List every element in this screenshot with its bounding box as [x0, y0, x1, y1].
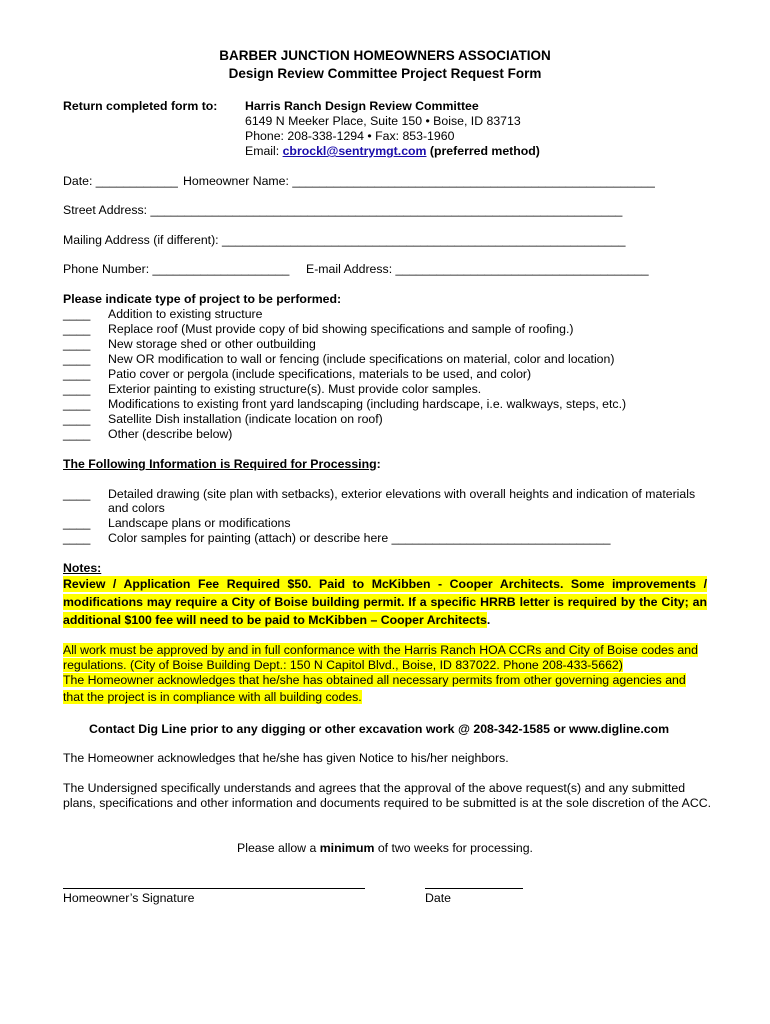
required-heading-colon: :: [376, 457, 381, 471]
return-phone: Phone: 208-338-1294 • Fax: 853-1960: [245, 129, 455, 143]
required-item-3: Color samples for painting (attach) or describe here ________________________________: [108, 531, 611, 545]
approval-line-1: [63, 643, 698, 658]
required-item-1-line1: Detailed drawing (site plan with setbacks), exterior elevations with overall heights and indication of materials: [108, 487, 696, 501]
required-checkbox-3[interactable]: ____: [63, 531, 91, 545]
required-item-2: Landscape plans or modifications: [108, 516, 291, 530]
project-item: Other (describe below): [108, 427, 233, 441]
required-heading-text: The Following Information is Required for Processing: [63, 457, 377, 471]
undersigned-statement: The Undersigned specifically understands and agrees that the approval of the above request(s) and any submitted plans, specifications and other information and documents required to be submitted is at the sole discretion of the ACC.: [63, 781, 712, 810]
project-item: Modifications to existing front yard landscaping (including hardscape, i.e. walkways, steps, etc.): [108, 397, 627, 411]
project-item: New OR modification to wall or fencing (include specifications on material, color and location): [108, 352, 615, 366]
form-title: BARBER JUNCTION HOMEOWNERS ASSOCIATION: [219, 48, 551, 63]
street-address-field[interactable]: Street Address: _____________________________________________________________________: [63, 203, 623, 217]
phone-number-field[interactable]: Phone Number: ____________________: [63, 262, 290, 276]
mailing-address-field[interactable]: Mailing Address (if different): ___________________________________________________________: [63, 233, 626, 247]
fee-note-end: .: [486, 613, 491, 627]
project-item: Replace roof (Must provide copy of bid showing specifications and sample of roofing.): [108, 322, 574, 336]
return-address: 6149 N Meeker Place, Suite 150 • Boise, ID 83713: [245, 114, 521, 128]
allow-bold: minimum: [319, 841, 375, 855]
return-email-line: [245, 144, 540, 159]
project-item: New storage shed or other outbuilding: [108, 337, 316, 351]
email-address-field[interactable]: E-mail Address: _____________________________________: [306, 262, 649, 276]
approval-line-4: [63, 690, 362, 705]
project-heading: Please indicate type of project to be performed:: [63, 292, 342, 306]
approval-text-4: that the project is in compliance with all building codes.: [63, 690, 362, 704]
processing-time-note: [0, 841, 770, 856]
email-label: Email:: [245, 144, 280, 158]
project-checkbox[interactable]: ____: [63, 412, 91, 426]
project-item: Addition to existing structure: [108, 307, 263, 321]
signature-date-label: Date: [425, 891, 451, 905]
notes-heading: Notes:: [63, 561, 102, 575]
fee-note: [63, 575, 707, 629]
signature-line[interactable]: [63, 888, 365, 889]
approval-text-2: regulations. (City of Boise Building Dept.: 150 N Capitol Blvd., Boise, ID 837022. Phone 208-433-5662): [63, 658, 623, 672]
approval-text-3: The Homeowner acknowledges that he/she has obtained all necessary permits from other governing agencies and: [63, 673, 686, 687]
project-item: Patio cover or pergola (include specifications, materials to be used, and color): [108, 367, 532, 381]
project-checkbox[interactable]: ____: [63, 337, 91, 351]
project-checkbox[interactable]: ____: [63, 307, 91, 321]
required-checkbox-2[interactable]: ____: [63, 516, 91, 530]
approval-line-3: [63, 673, 686, 688]
digline-notice: Contact Dig Line prior to any digging or other excavation work @ 208-342-1585 or www.digline.com: [89, 722, 670, 736]
approval-line-2: [63, 658, 623, 673]
project-checkbox[interactable]: ____: [63, 352, 91, 366]
neighbor-notice: The Homeowner acknowledges that he/she has given Notice to his/her neighbors.: [63, 751, 509, 765]
signature-date-line[interactable]: [425, 888, 523, 889]
email-link[interactable]: cbrockl@sentrymgt.com: [282, 144, 427, 158]
project-item: Exterior painting to existing structure(s). Must provide color samples.: [108, 382, 482, 396]
project-item: Satellite Dish installation (indicate location on roof): [108, 412, 383, 426]
project-checkbox[interactable]: ____: [63, 427, 91, 441]
date-field[interactable]: Date: ____________: [63, 174, 178, 188]
project-checkbox[interactable]: ____: [63, 322, 91, 336]
return-label: Return completed form to:: [63, 99, 218, 113]
email-note: (preferred method): [429, 144, 540, 158]
allow-post: of two weeks for processing.: [374, 841, 533, 855]
approval-text-1: All work must be approved by and in full conformance with the Harris Ranch HOA CCRs and City of Boise codes and: [63, 643, 698, 657]
homeowner-name-field[interactable]: Homeowner Name: _____________________________________________________: [183, 174, 655, 188]
fee-note-text: Review / Application Fee Required $50. Paid to McKibben - Cooper Architects. Some improvements / modifications may require a City of Boise building permit. If a specific HRRB letter is required by the City; an additional $100 fee will need to be paid to McKibben – Cooper Architects: [63, 577, 707, 627]
allow-pre: Please allow a: [237, 841, 320, 855]
project-checkbox[interactable]: ____: [63, 382, 91, 396]
required-item-1-line2: and colors: [108, 501, 165, 515]
project-checkbox[interactable]: ____: [63, 397, 91, 411]
required-checkbox-1[interactable]: ____: [63, 487, 91, 501]
return-org: Harris Ranch Design Review Committee: [245, 99, 479, 113]
signature-label: Homeowner’s Signature: [63, 891, 195, 905]
project-checkbox[interactable]: ____: [63, 367, 91, 381]
required-heading: [63, 457, 381, 472]
form-subtitle: Design Review Committee Project Request Form: [228, 66, 542, 81]
